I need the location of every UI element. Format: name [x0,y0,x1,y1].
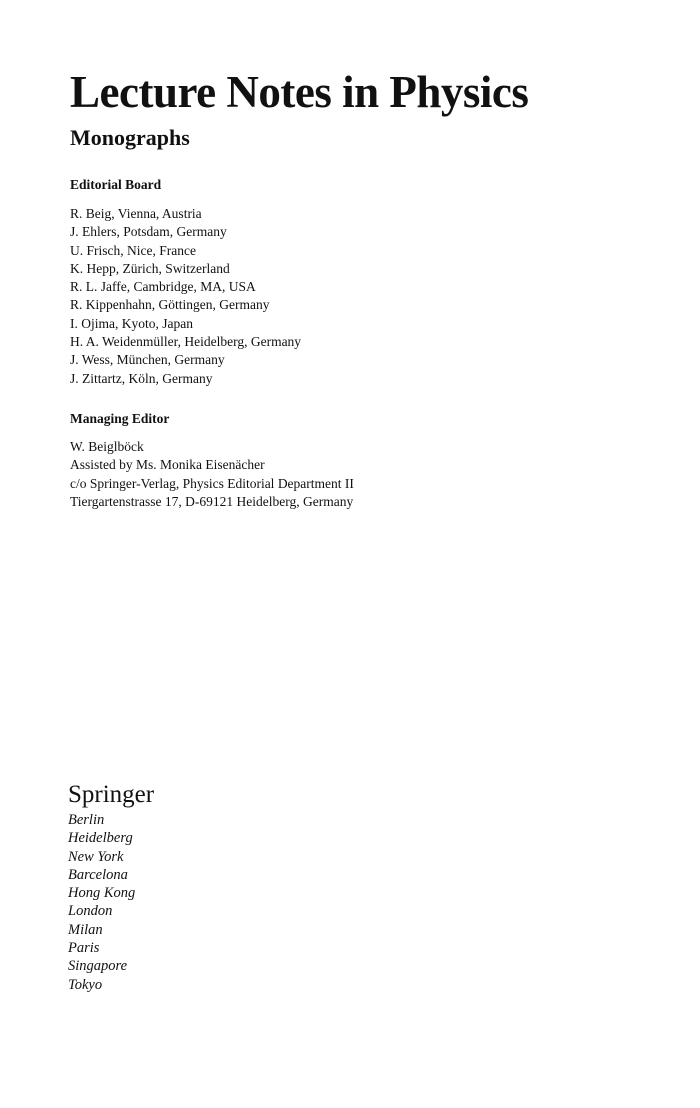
editorial-board-heading: Editorial Board [70,177,162,192]
board-member: J. Wess, München, Germany [70,352,225,368]
board-member: J. Ehlers, Potsdam, Germany [70,224,227,240]
publisher-city: Paris [68,940,100,957]
publisher-city: Berlin [68,812,105,828]
publisher-city: Milan [68,921,103,938]
publisher-city: Tokyo [68,976,103,993]
publisher-city: London [68,903,113,920]
publisher-name: Springer [68,781,155,808]
managing-editor-assistant: Assisted by Ms. Monika Eisenächer [70,457,265,473]
publisher-city: Singapore [68,958,128,975]
publisher-city: Hong Kong [68,885,136,902]
board-member: J. Zittartz, Köln, Germany [70,370,213,386]
managing-editor-department: c/o Springer-Verlag, Physics Editorial Department II [70,475,354,491]
publisher-city: Barcelona [68,866,128,883]
publisher-city: Heidelberg [68,830,133,847]
managing-editor-address: Tiergartenstrasse 17, D-69121 Heidelberg, Germany [70,493,354,509]
board-member: U. Frisch, Nice, France [70,242,196,258]
board-member: H. A. Weidenmüller, Heidelberg, Germany [70,334,302,350]
editorial-board-list [70,205,301,388]
board-member: K. Hepp, Zürich, Switzerland [70,260,230,276]
publisher-city: New York [68,848,124,865]
board-member: R. L. Jaffe, Cambridge, MA, USA [70,279,256,295]
series-title: Lecture Notes in Physics [70,67,529,117]
board-member: I. Ojima, Kyoto, Japan [70,315,193,331]
managing-editor-heading: Managing Editor [70,411,170,426]
board-member: R. Beig, Vienna, Austria [70,206,202,221]
managing-editor-name: W. Beiglböck [70,439,144,454]
board-member: R. Kippenhahn, Göttingen, Germany [70,297,270,313]
publisher-city-list [68,811,135,994]
managing-editor-details [70,438,354,511]
series-subtitle: Monographs [70,125,190,150]
